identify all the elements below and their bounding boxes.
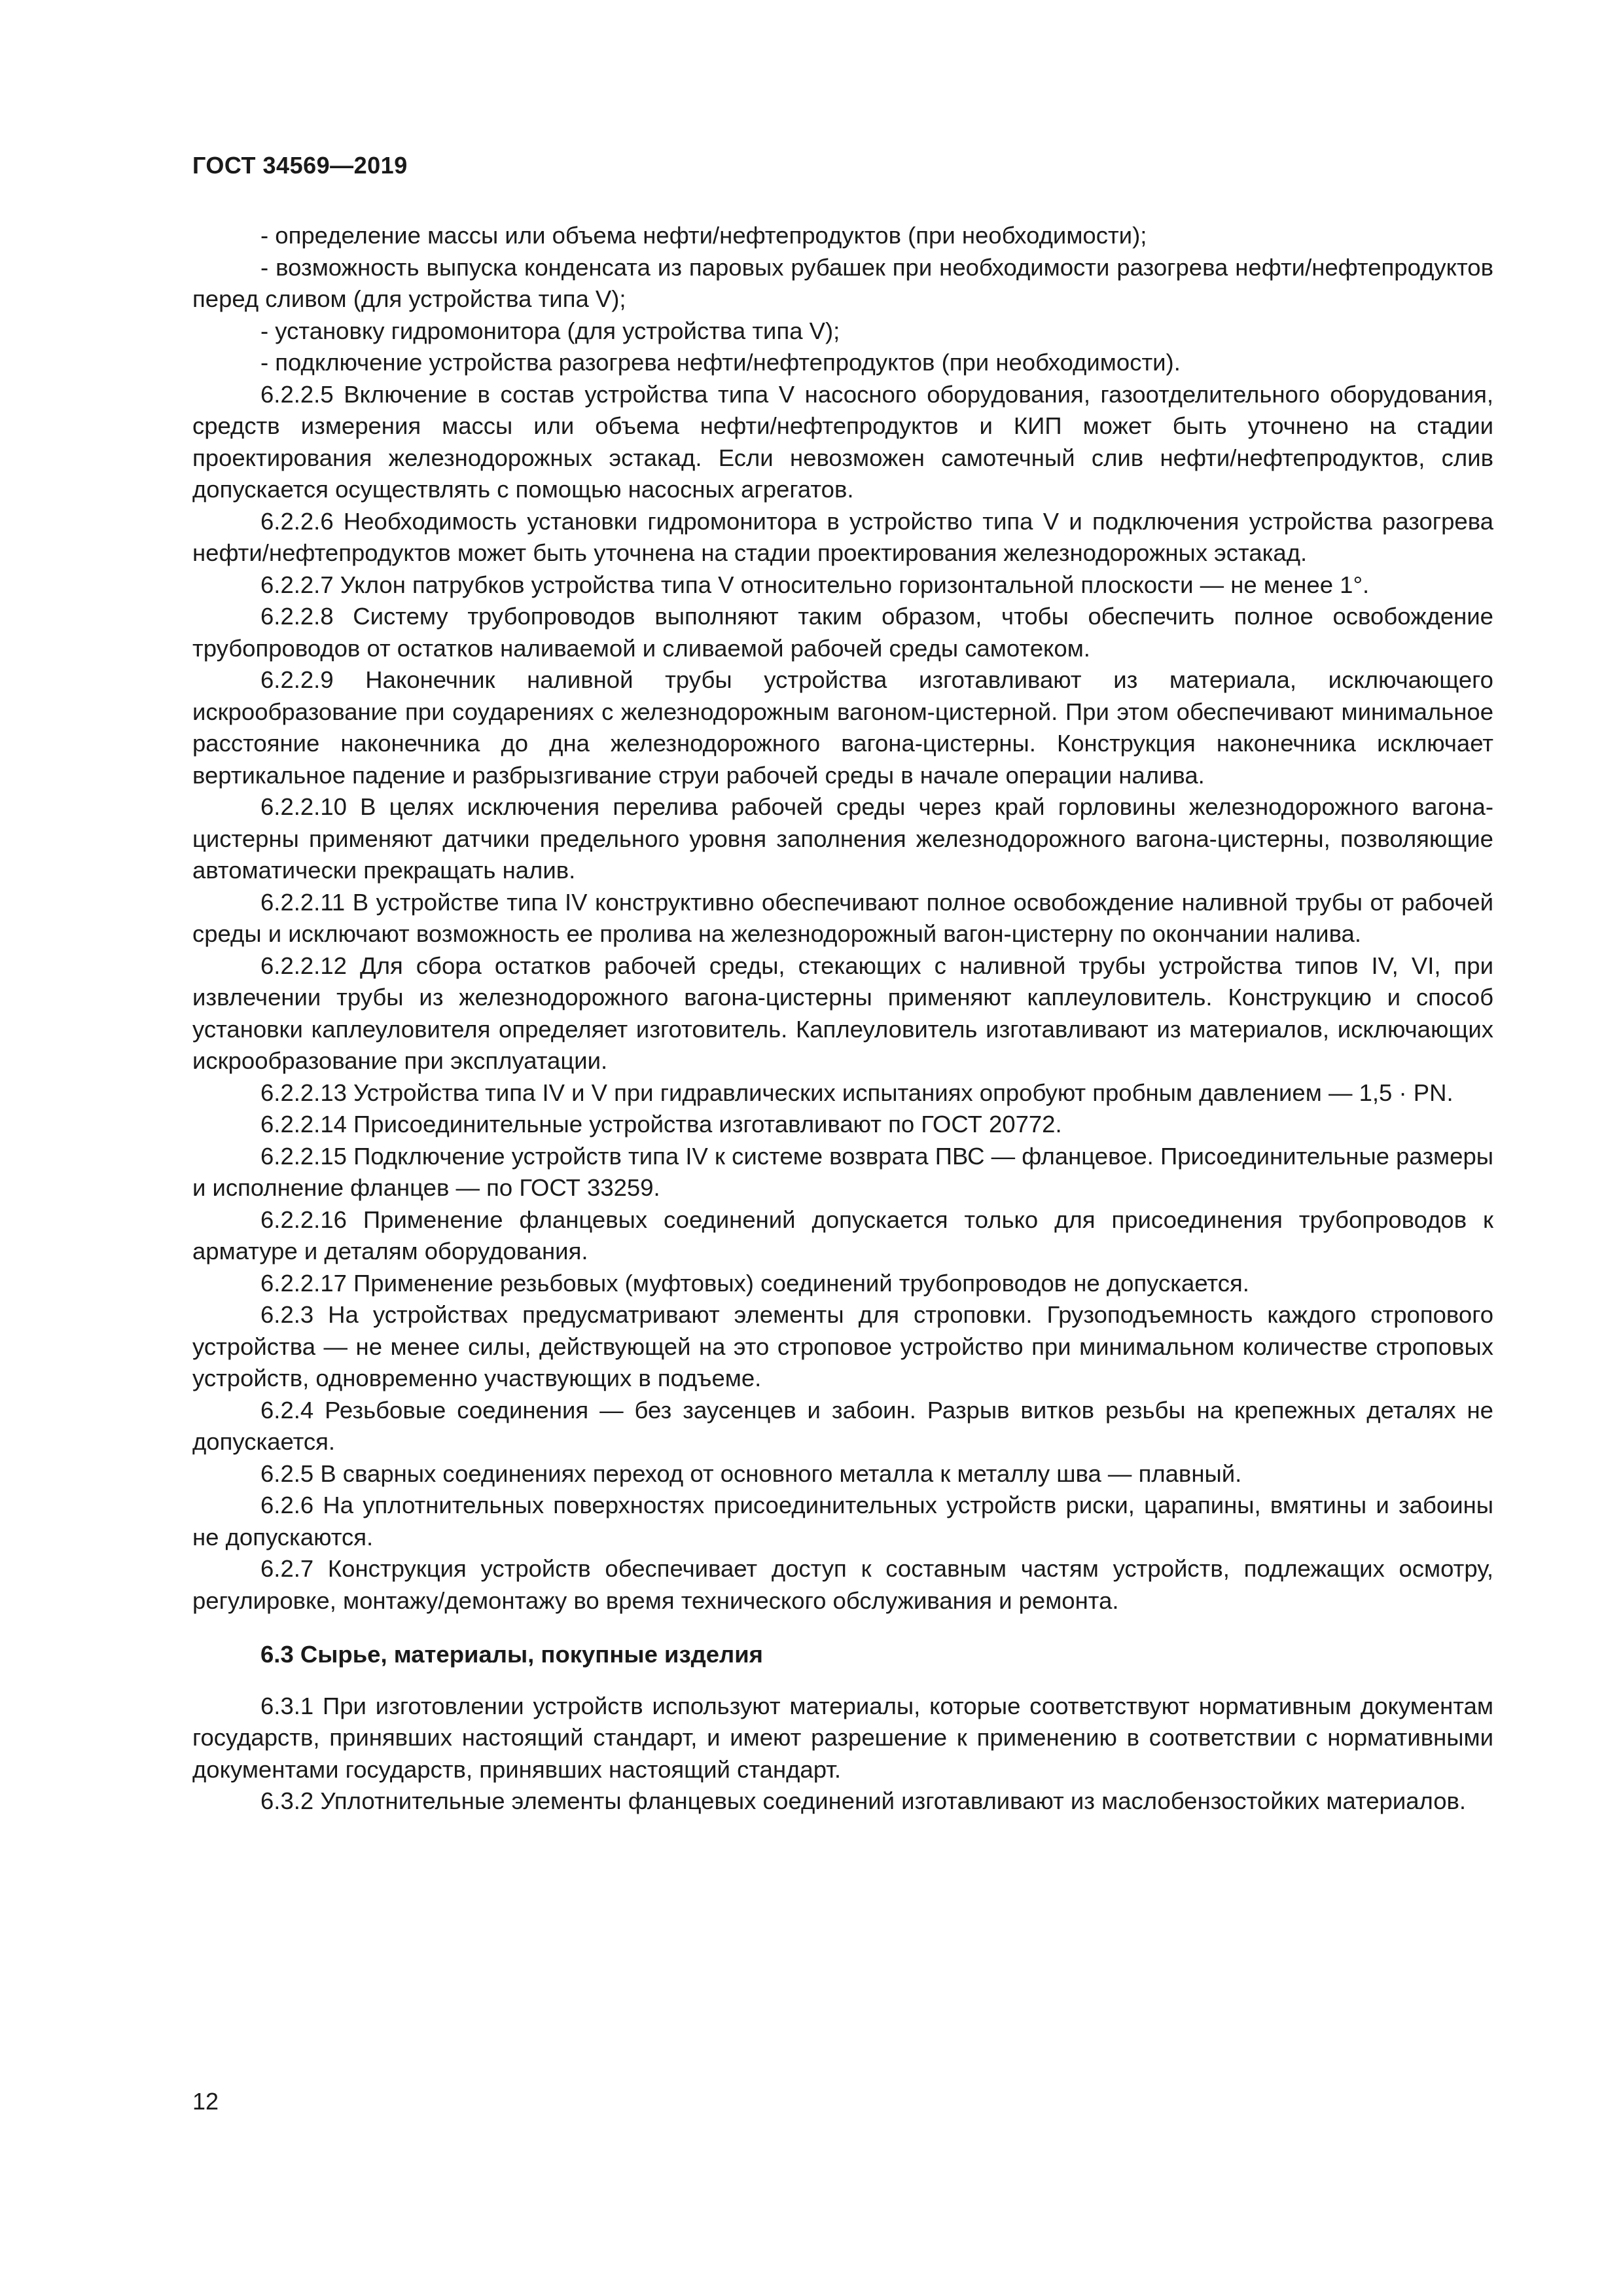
list-item-hydromonitor: - установку гидромонитора (для устройства типа V);	[260, 317, 840, 344]
clause-6-2-2-6: 6.2.2.6 Необходимость установки гидромонитора в устройство типа V и подключения устройства разогрева нефти/нефтепродуктов может быть уточнена на стадии проектирования железнодорожных эстакад.	[192, 507, 1493, 566]
clause-6-2-2-9: 6.2.2.9 Наконечник наливной трубы устройства изготавливают из материала, исключающего искрообразование при соударениях с железнодорожным вагоном-цистерной. При этом обеспечивают минимальное расстояние наконечника до дна железнодорожного вагона-цистерны. Конструкция наконечника исключает вертикальное падение и разбрызгивание струи рабочей среды в начале операции налива.	[192, 666, 1493, 789]
clause-6-2-2-17: 6.2.2.17 Применение резьбовых (муфтовых) соединений трубопроводов не допускается.	[260, 1269, 1249, 1297]
clause-6-2-6: 6.2.6 На уплотнительных поверхностях присоединительных устройств риски, царапины, вмятины и забоины не допускаются.	[192, 1492, 1493, 1551]
clause-6-2-2-12: 6.2.2.12 Для сбора остатков рабочей среды, стекающих с наливной трубы устройства типов IV, VI, при извлечении трубы из железнодорожного вагона-цистерны применяют каплеуловитель. Конструкцию и способ установки каплеуловителя определяет изготовитель. Каплеуловитель изготавливают из материалов, исключающих искрообразование при эксплуатации.	[192, 952, 1493, 1074]
document-body	[192, 220, 1493, 1818]
clause-6-2-2-7: 6.2.2.7 Уклон патрубков устройства типа V относительно горизонтальной плоскости — не менее 1°.	[260, 571, 1370, 598]
clause-6-3-1: 6.3.1 При изготовлении устройств используют материалы, которые соответствуют нормативным документам государств, принявших настоящий стандарт, и имеют разрешение к применению в соответствии с нормативными документами государств, принявших настоящий стандарт.	[192, 1692, 1493, 1783]
list-item-heating-connection: - подключение устройства разогрева нефти/нефтепродуктов (при необходимости).	[260, 349, 1181, 376]
list-item-mass-measurement: - определение массы или объема нефти/нефтепродуктов (при необходимости);	[260, 222, 1147, 249]
clause-6-2-2-11: 6.2.2.11 В устройстве типа IV конструктивно обеспечивают полное освобождение наливной трубы от рабочей среды и исключают возможность ее пролива на железнодорожный вагон-цистерну по окончании налива.	[192, 888, 1493, 947]
clause-6-2-2-16: 6.2.2.16 Применение фланцевых соединений допускается только для присоединения трубопроводов к арматуре и деталям оборудования.	[192, 1206, 1493, 1265]
page-number: 12	[192, 2088, 219, 2115]
clause-6-2-2-13: 6.2.2.13 Устройства типа IV и V при гидравлических испытаниях опробуют пробным давлением — 1,5 · PN.	[260, 1079, 1454, 1106]
clause-6-2-7: 6.2.7 Конструкция устройств обеспечивает доступ к составным частям устройств, подлежащих осмотру, регулировке, монтажу/демонтажу во время технического обслуживания и ремонта.	[192, 1555, 1493, 1614]
clause-6-2-2-14: 6.2.2.14 Присоединительные устройства изготавливают по ГОСТ 20772.	[260, 1111, 1062, 1138]
section-heading-6-3: 6.3 Сырье, материалы, покупные изделия	[260, 1641, 763, 1668]
clause-6-2-2-8: 6.2.2.8 Систему трубопроводов выполняют таким образом, чтобы обеспечить полное освобождение трубопроводов от остатков наливаемой и сливаемой рабочей среды самотеком.	[192, 603, 1493, 662]
document-header: ГОСТ 34569—2019	[192, 152, 408, 179]
clause-6-2-2-10: 6.2.2.10 В целях исключения перелива рабочей среды через край горловины железнодорожного вагона-цистерны применяют датчики предельного уровня заполнения железнодорожного вагона-цистерны, позволяющие автоматически прекращать налив.	[192, 793, 1493, 884]
clause-6-2-3: 6.2.3 На устройствах предусматривают элементы для строповки. Грузоподъемность каждого стропового устройства — не менее силы, действующей на это строповое устройство при минимальном количестве строповых устройств, одновременно участвующих в подъеме.	[192, 1301, 1493, 1391]
clause-6-2-4: 6.2.4 Резьбовые соединения — без заусенцев и забоин. Разрыв витков резьбы на крепежных деталях не допускается.	[192, 1396, 1493, 1455]
clause-6-2-5: 6.2.5 В сварных соединениях переход от основного металла к металлу шва — плавный.	[260, 1460, 1242, 1487]
clause-6-3-2: 6.3.2 Уплотнительные элементы фланцевых соединений изготавливают из маслобензостойких материалов.	[260, 1787, 1467, 1814]
clause-6-2-2-5: 6.2.2.5 Включение в состав устройства типа V насосного оборудования, газоотделительного оборудования, средств измерения массы или объема нефти/нефтепродуктов и КИП может быть уточнено на стадии проектирования железнодорожных эстакад. Если невозможен самотечный слив нефти/нефтепродуктов, слив допускается осуществлять с помощью насосных агрегатов.	[192, 380, 1493, 503]
clause-6-2-2-15: 6.2.2.15 Подключение устройств типа IV к системе возврата ПВС — фланцевое. Присоединительные размеры и исполнение фланцев — по ГОСТ 33259.	[192, 1142, 1493, 1201]
list-item-condensate-release: - возможность выпуска конденсата из паровых рубашек при необходимости разогрева нефти/нефтепродуктов перед сливом (для устройства типа V);	[192, 253, 1493, 312]
